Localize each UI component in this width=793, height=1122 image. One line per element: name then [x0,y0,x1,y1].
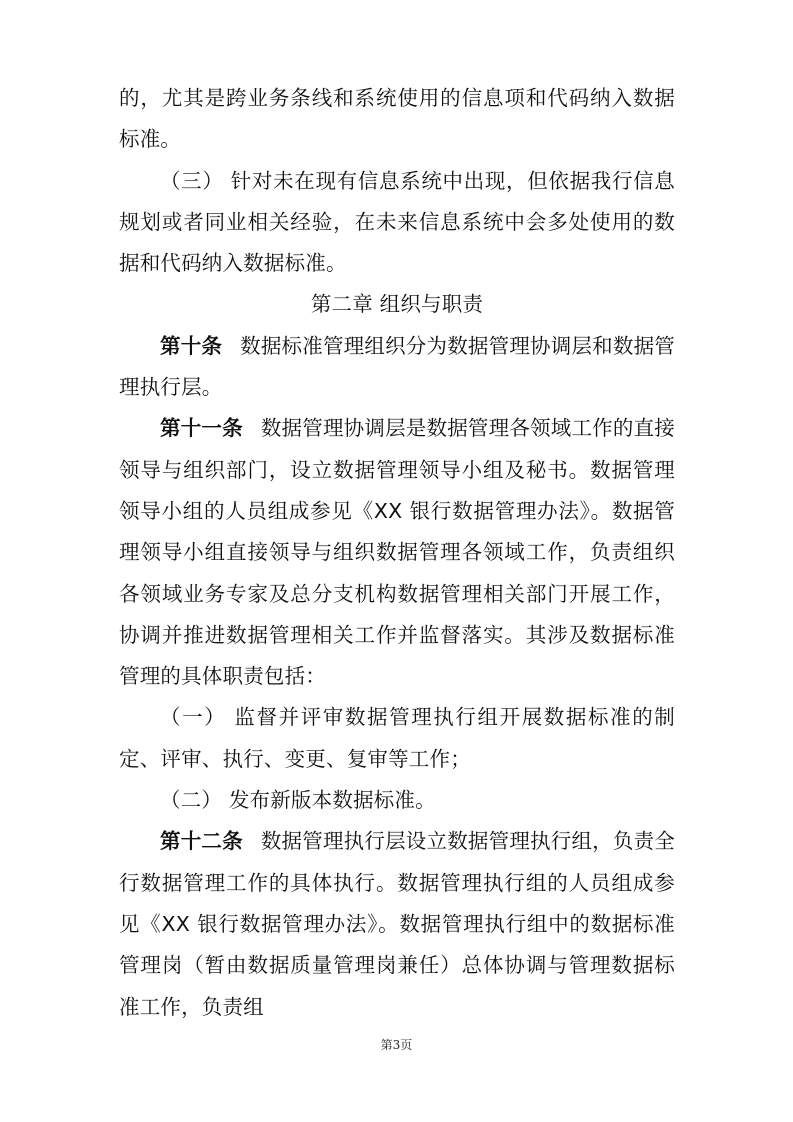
article-10 [119,326,675,409]
article-12-text: 数据管理执行层设立数据管理执行组，负责全行数据管理工作的具体执行。数据管理执行组的人员组成参见《XX 银行数据管理办法》。数据管理执行组中的数据标准管理岗（暂由数据质量管理岗兼任）总体协调与管理数据标准工作，负责组 [119,829,675,1019]
document-body [119,78,675,1028]
article-11-text: 数据管理协调层是数据管理各领域工作的直接领导与组织部门，设立数据管理领导小组及秘书。数据管理领导小组的人员组成参见《XX 银行数据管理办法》。数据管理领导小组直接领导与组织数据管理各领域工作，负责组织各领域业务专家及总分支机构数据管理相关部门开展工作，协调并推进数据管理相关工作并监督落实。其涉及数据标准管理的具体职责包括： [119,416,675,689]
list-item-one: （一） 监督并评审数据管理执行组开展数据标准的制定、评审、执行、变更、复审等工作； [119,705,675,771]
article-10-text: 数据标准管理组织分为数据管理协调层和数据管理执行层。 [119,333,675,400]
list-item-two: （二） 发布新版本数据标准。 [160,788,436,813]
article-11 [119,408,675,697]
article-11-label: 第十一条 [160,416,243,441]
paragraph-continuation: 的，尤其是跨业务条线和系统使用的信息项和代码纳入数据标准。 [119,86,675,152]
page-number: 第3页 [380,1038,413,1052]
article-12 [119,821,675,1027]
article-12-label: 第十二条 [160,829,243,854]
article-10-label: 第十条 [160,333,223,358]
paragraph-item-three: （三） 针对未在现有信息系统中出现，但依据我行信息规划或者同业相关经验，在未来信息系统中会多处使用的数据和代码纳入数据标准。 [119,168,675,276]
chapter-title: 第二章 组织与职责 [310,292,484,317]
